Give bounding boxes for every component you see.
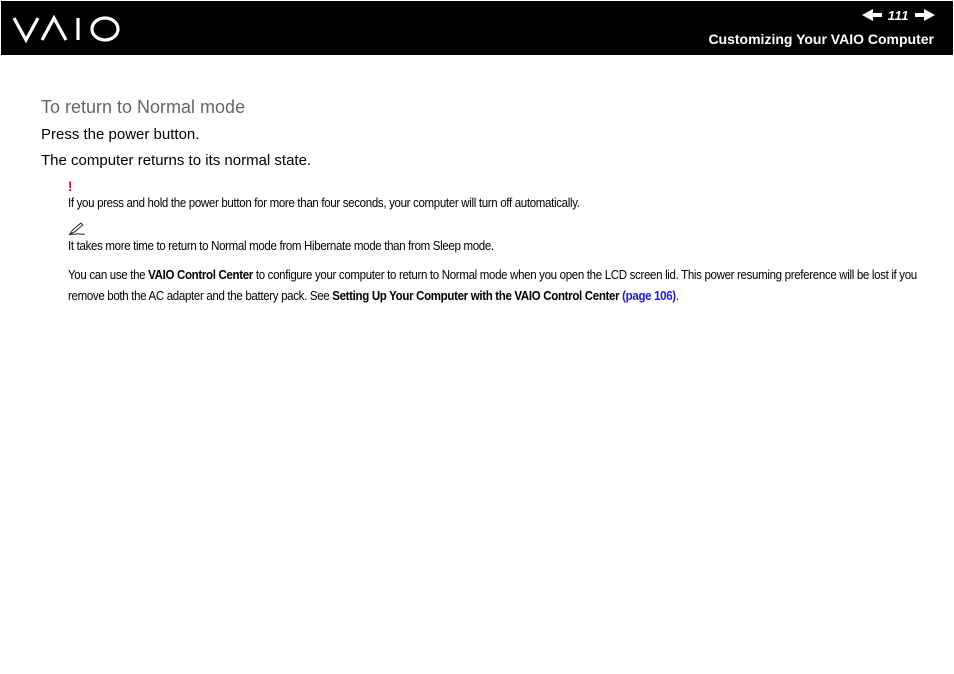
vaio-control-center-term: VAIO Control Center (148, 268, 253, 282)
note-text-fragment: to configure your computer to return to Normal mode when you open the LCD screen lid. This power resuming preference will be lost if you remove both the AC adapter and the battery pack. See (68, 268, 917, 303)
main-content (41, 96, 931, 307)
right-triangle-arrow-icon[interactable] (915, 9, 935, 21)
exclamation-icon: ! (68, 178, 72, 194)
step-text: Press the power button. (41, 126, 200, 143)
warning-text: If you press and hold the power button for more than four seconds, your computer will turn off automatically. (68, 196, 580, 210)
pencil-note-icon (68, 222, 86, 236)
note-text-fragment: . (675, 289, 679, 303)
page-navigation (862, 7, 935, 23)
section-title: Customizing Your VAIO Computer (708, 31, 934, 47)
vaio-logo (12, 15, 122, 43)
notes-block (68, 179, 933, 307)
page-header (1, 1, 953, 55)
page-number: 111 (887, 7, 909, 23)
note-text-fragment: You can use the (68, 268, 149, 282)
setup-reference-title: Setting Up Your Computer with the VAIO Control Center (332, 289, 620, 303)
left-triangle-arrow-icon[interactable] (862, 9, 882, 21)
page-106-link[interactable]: (page 106) (622, 289, 676, 303)
result-text: The computer returns to its normal state. (41, 152, 312, 169)
note-text-control-center (68, 265, 933, 307)
note-text: It takes more time to return to Normal mode from Hibernate mode than from Sleep mode. (68, 239, 494, 253)
procedure-heading: To return to Normal mode (41, 97, 246, 117)
